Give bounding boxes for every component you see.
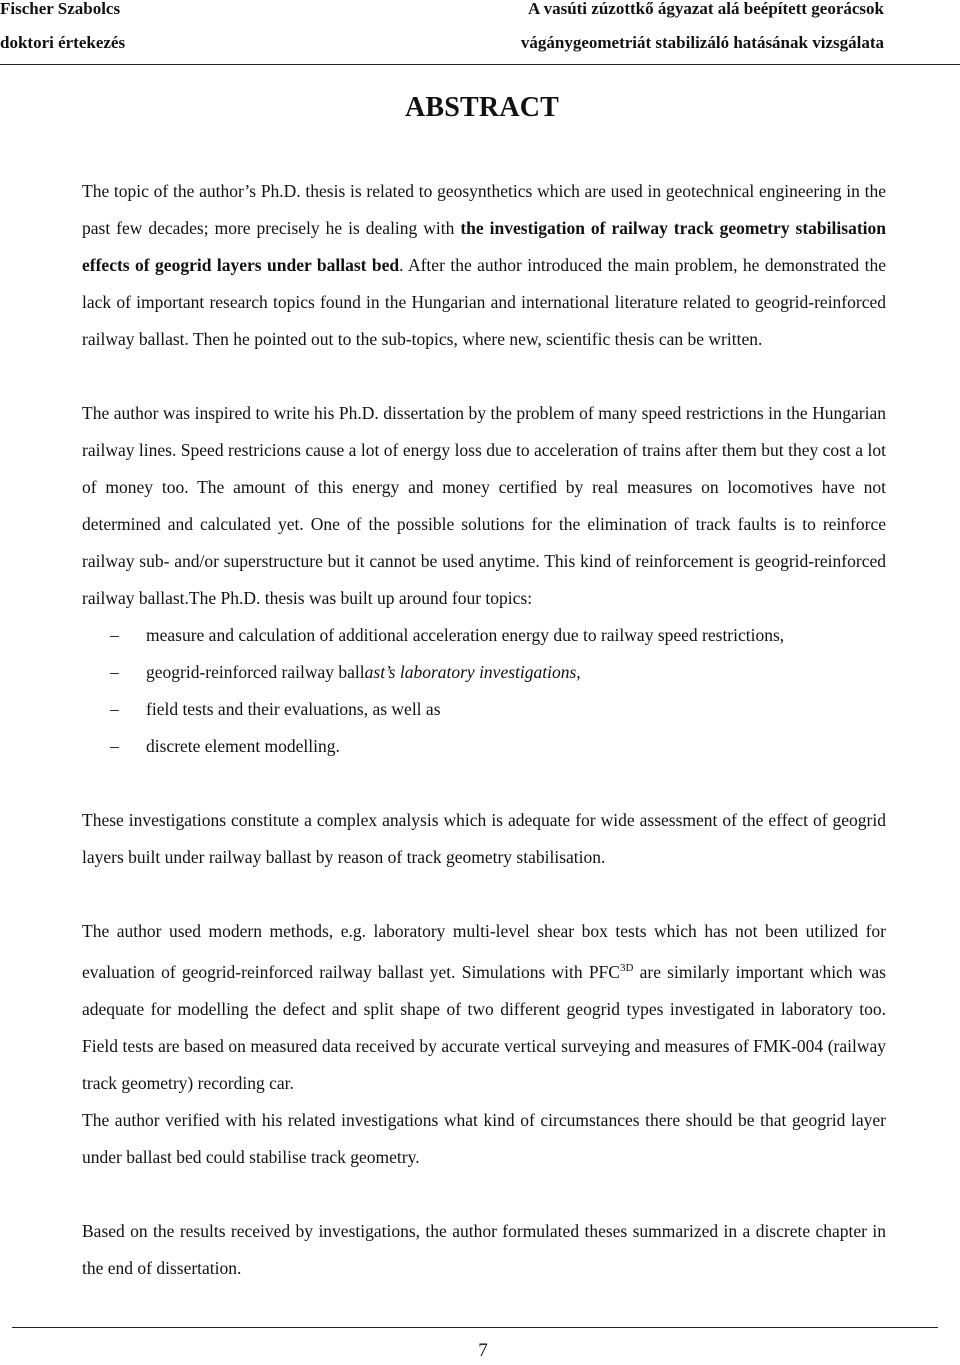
paragraph-3: These investigations constitute a complex analysis which is adequate for wide assessment of the effect of geogrid layers built under railway ballast by reason of track geometry stabilisation. [82, 810, 886, 867]
paragraph-1 [82, 173, 886, 358]
spacer [82, 1176, 886, 1213]
footer-rule [12, 1327, 938, 1328]
spacer [82, 876, 886, 913]
abstract-heading: ABSTRACT [404, 92, 560, 123]
p4-text-b: are similarly important which was adequate for modelling the defect and split shape of two different geogrid types investigated in laboratory too. Field tests are based on measured data received by accurate vertical surveying and measures of FMK-004 (railway track geometry) recording car. [82, 962, 886, 1093]
list-item-text: discrete element modelling. [146, 736, 340, 756]
list-item [82, 617, 886, 654]
header-right [521, 0, 884, 60]
p1-bold-topic: the investigation of railway track geometry stabilisation effects of geogrid layers under ballast bed [82, 218, 886, 275]
header-doc-type: doktori értekezés [0, 33, 126, 52]
dash-bullet: – [110, 736, 119, 756]
header-title-line1: A vasúti zúzottkő ágyazat alá beépített georácsok [527, 0, 884, 18]
p4-text-a: The author used modern methods, e.g. laboratory multi-level shear box tests which has not been utilized for evaluation of geogrid-reinforced railway ballast yet. Simulations with PFC [82, 921, 886, 982]
list-item [82, 654, 886, 691]
p1-text-b: . After the author introduced the main problem, he demonstrated the lack of important research topics found in the Hungarian and international literature related to geogrid-reinforced railway ballast. Then he pointed out to the sub-topics, where new, scientific thesis can be written. [82, 255, 886, 349]
header-left [0, 0, 125, 60]
p4-superscript: 3D [619, 962, 634, 974]
header-author: Fischer Szabolcs [0, 0, 121, 18]
dash-bullet: – [110, 662, 119, 682]
spacer [82, 358, 886, 395]
paragraph-6: Based on the results received by investigations, the author formulated theses summarized in a discrete chapter in the end of dissertation. [82, 1221, 886, 1278]
paragraph-5: The author verified with his related investigations what kind of circumstances there should be that geogrid layer under ballast bed could stabilise track geometry. [82, 1110, 886, 1167]
page-number: 7 [478, 1340, 488, 1361]
list-item-text: measure and calculation of additional acceleration energy due to railway speed restrictions, [146, 625, 785, 645]
spacer [82, 765, 886, 802]
list-item-text: field tests and their evaluations, as well as [146, 699, 441, 719]
abstract-body [82, 173, 886, 1287]
header-title-line2: vágánygeometriát stabilizáló hatásának vizsgálata [520, 33, 884, 52]
dash-bullet: – [110, 699, 119, 719]
header-rule [0, 64, 960, 65]
list-item-text: geogrid-reinforced railway ball [146, 662, 365, 682]
list-item [82, 728, 886, 765]
page-header [0, 0, 960, 66]
dash-bullet: – [110, 625, 119, 645]
p1-text-a: The topic of the author’s Ph.D. thesis is related to geosynthetics which are used in geotechnical engineering in the past few decades; more precisely he is dealing with [82, 181, 886, 238]
topics-list [82, 617, 886, 765]
list-item [82, 691, 886, 728]
paragraph-2: The author was inspired to write his Ph.D. dissertation by the problem of many speed restrictions in the Hungarian railway lines. Speed restricions cause a lot of energy loss due to acceleration of trains after them but they cost a lot of money too. The amount of this energy and money certified by real measures on locomotives have not determined and calculated yet. One of the possible solutions for the elimination of track faults is to reinforce railway sub- and/or superstructure but it cannot be used anytime. This kind of reinforcement is geogrid-reinforced railway ballast.The Ph.D. thesis was built up around four topics: [82, 403, 886, 608]
paragraph-4 [82, 913, 886, 1102]
list-item-text-italic: ast’s laboratory investigations, [364, 662, 581, 682]
